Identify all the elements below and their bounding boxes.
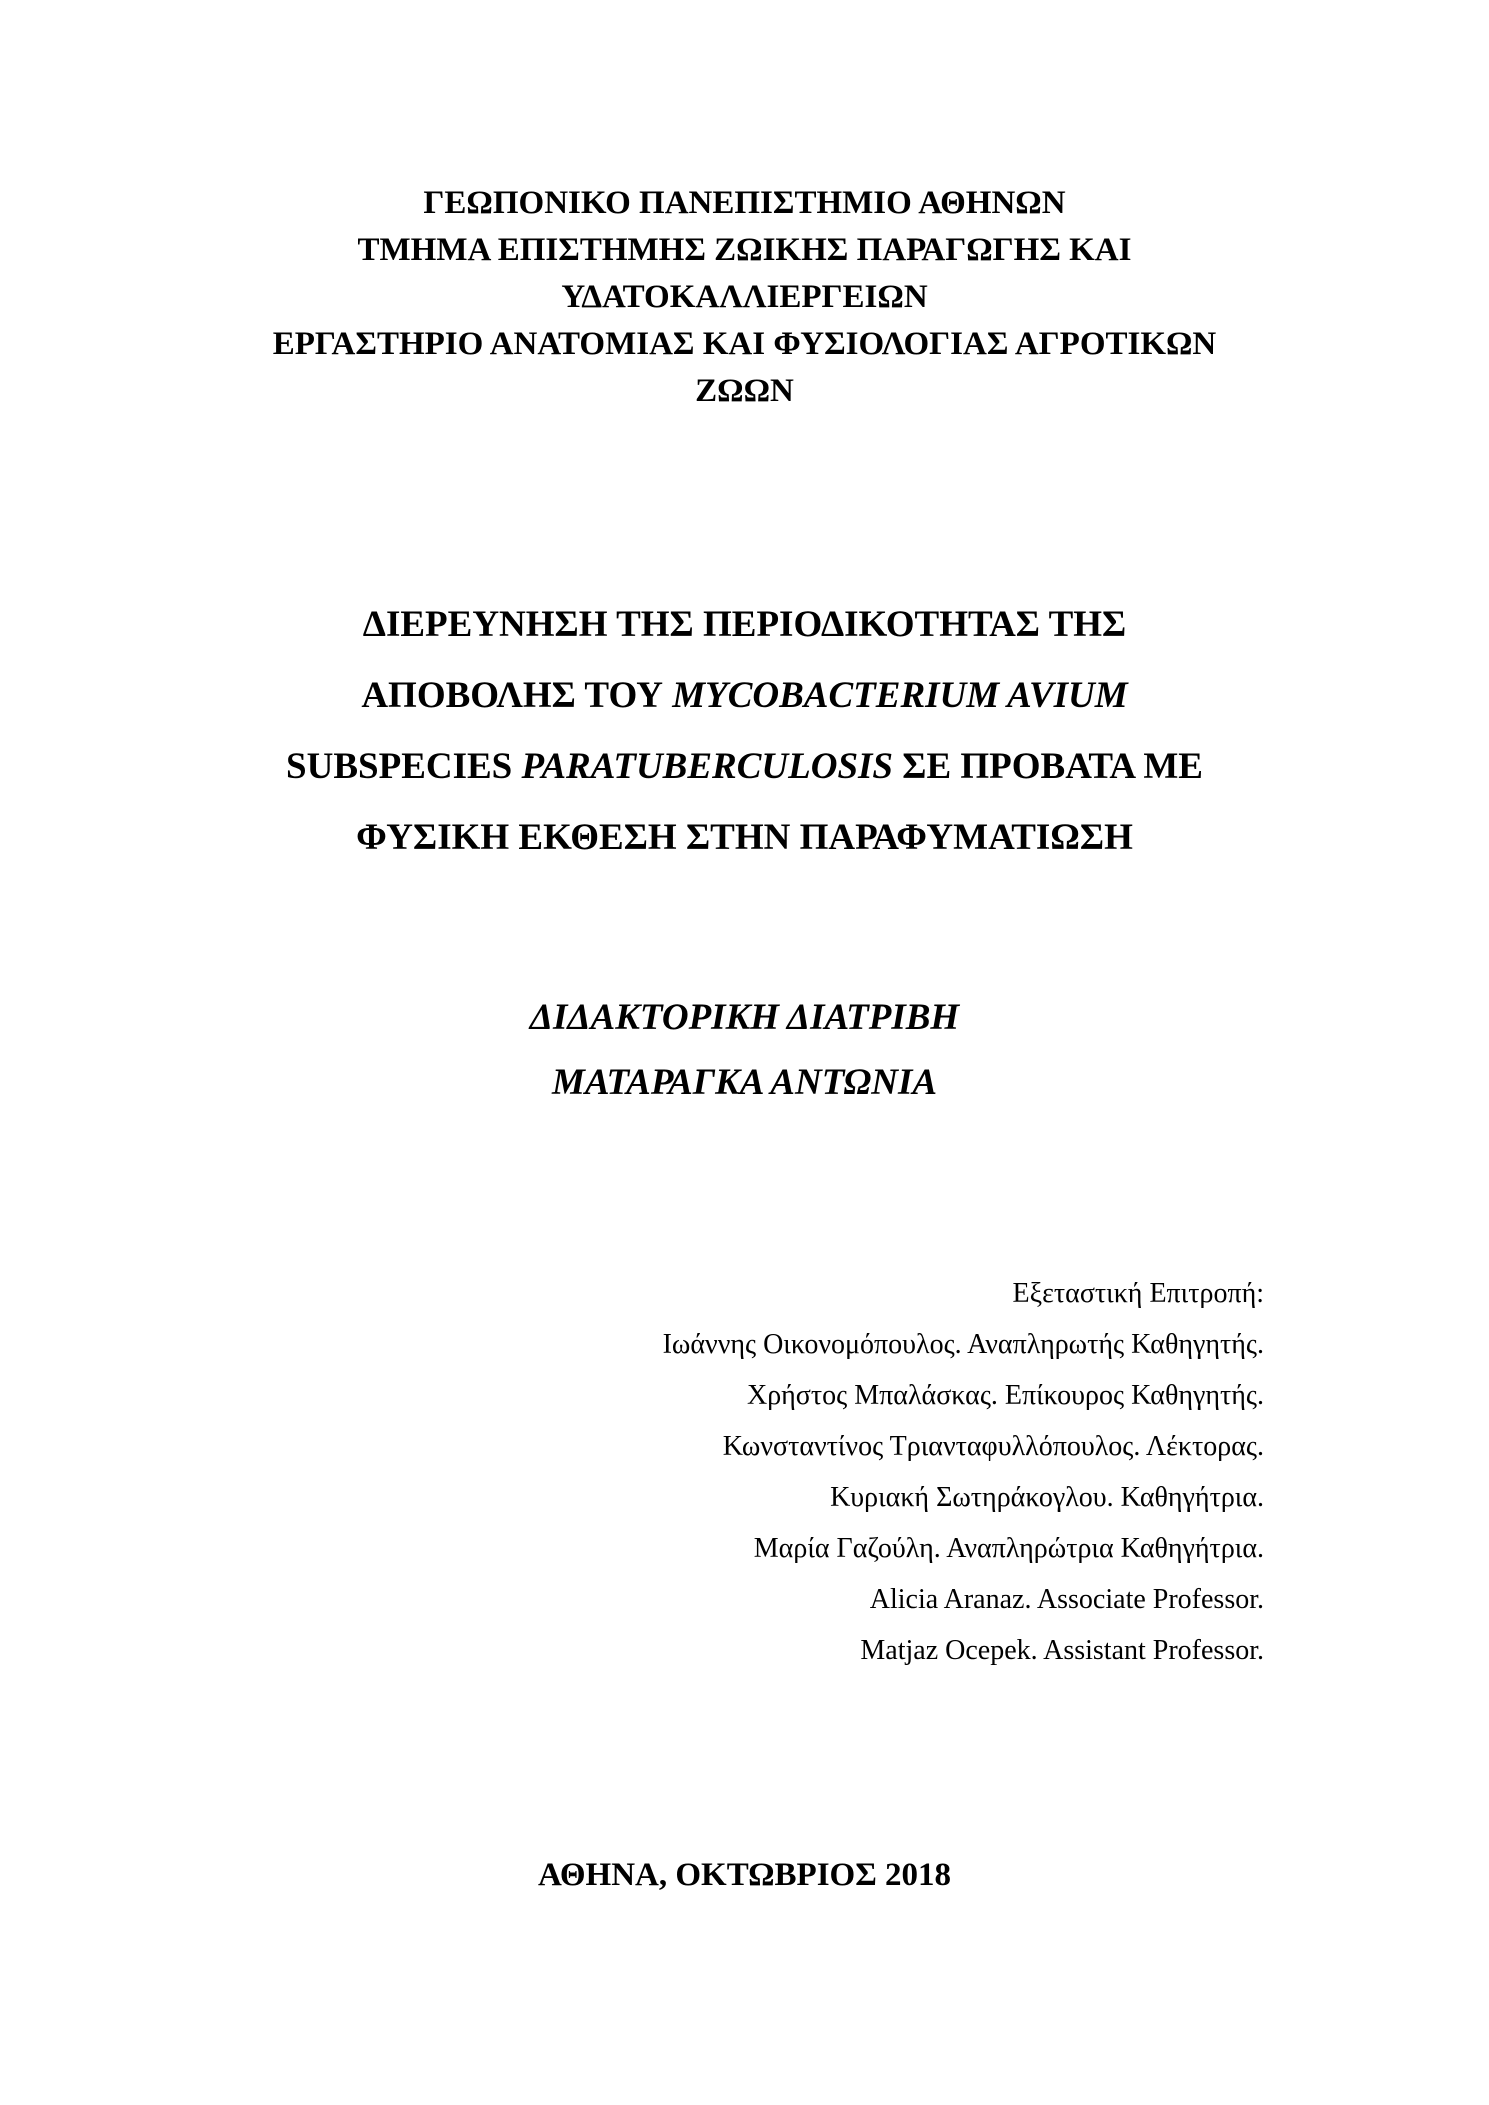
- committee-heading: Εξεταστική Επιτροπή:: [1012, 1278, 1264, 1309]
- laboratory-name-line-2: ΖΩΩΝ: [695, 373, 794, 409]
- laboratory-name-line-1: ΕΡΓΑΣΤΗΡΙΟ ΑΝΑΤΟΜΙΑΣ ΚΑΙ ΦΥΣΙΟΛΟΓΙΑΣ ΑΓΡΟΤΙΚΩΝ: [272, 326, 1217, 362]
- university-name: ΓΕΩΠΟΝΙΚΟ ΠΑΝΕΠΙΣΤΗΜΙΟ ΑΘΗΝΩΝ: [423, 185, 1066, 221]
- title-line-3-italic: PARATUBERCULOSIS: [521, 746, 893, 787]
- title-line-3: [0, 731, 1489, 802]
- title-line-2-italic: MYCOBACTERIUM AVIUM: [672, 675, 1128, 716]
- thesis-type: ΔΙΔΑΚΤΟΡΙΚΗ ΔΙΑΤΡΙΒΗ: [529, 997, 960, 1038]
- thesis-title: [0, 589, 1489, 873]
- committee-member: Κυριακή Σωτηράκογλου. Καθηγήτρια.: [830, 1482, 1264, 1513]
- place-and-date: ΑΘΗΝΑ, ΟΚΤΩΒΡΙΟΣ 2018: [537, 1857, 952, 1893]
- committee-member: Matjaz Ocepek. Assistant Professor.: [860, 1635, 1264, 1666]
- thesis-author: ΜΑΤΑΡΑΓΚΑ ΑΝΤΩΝΙΑ: [551, 1062, 938, 1103]
- committee-member: Μαρία Γαζούλη. Αναπληρώτρια Καθηγήτρια.: [753, 1533, 1264, 1564]
- title-line-2: [0, 660, 1489, 731]
- title-line-4: ΦΥΣΙΚΗ ΕΚΘΕΣΗ ΣΤΗΝ ΠΑΡΑΦΥΜΑΤΙΩΣΗ: [356, 817, 1133, 858]
- committee-member: Ιωάννης Οικονομόπουλος. Αναπληρωτής Καθηγητής.: [662, 1329, 1264, 1360]
- committee-member: Χρήστος Μπαλάσκας. Επίκουρος Καθηγητής.: [746, 1380, 1264, 1411]
- title-line-3-prefix: SUBSPECIES: [286, 746, 522, 787]
- department-name-line-1: ΤΜΗΜΑ ΕΠΙΣΤΗΜΗΣ ΖΩΙΚΗΣ ΠΑΡΑΓΩΓΗΣ ΚΑΙ: [357, 232, 1132, 268]
- examination-committee: [663, 1268, 1264, 1676]
- title-line-1: ΔΙΕΡΕΥΝΗΣΗ ΤΗΣ ΠΕΡΙΟΔΙΚΟΤΗΤΑΣ ΤΗΣ: [362, 604, 1127, 645]
- institution-header: [0, 180, 1489, 415]
- title-line-2-prefix: ΑΠΟΒΟΛΗΣ ΤΟΥ: [361, 675, 673, 716]
- committee-member: Κωνσταντίνος Τριανταφυλλόπουλος. Λέκτορας.: [722, 1431, 1264, 1462]
- thesis-info: [0, 985, 1489, 1115]
- committee-member: Alicia Aranaz. Associate Professor.: [869, 1584, 1264, 1615]
- title-line-3-suffix: ΣΕ ΠΡΟΒΑΤΑ ΜΕ: [893, 746, 1203, 787]
- department-name-line-2: ΥΔΑΤΟΚΑΛΛΙΕΡΓΕΙΩΝ: [561, 279, 928, 315]
